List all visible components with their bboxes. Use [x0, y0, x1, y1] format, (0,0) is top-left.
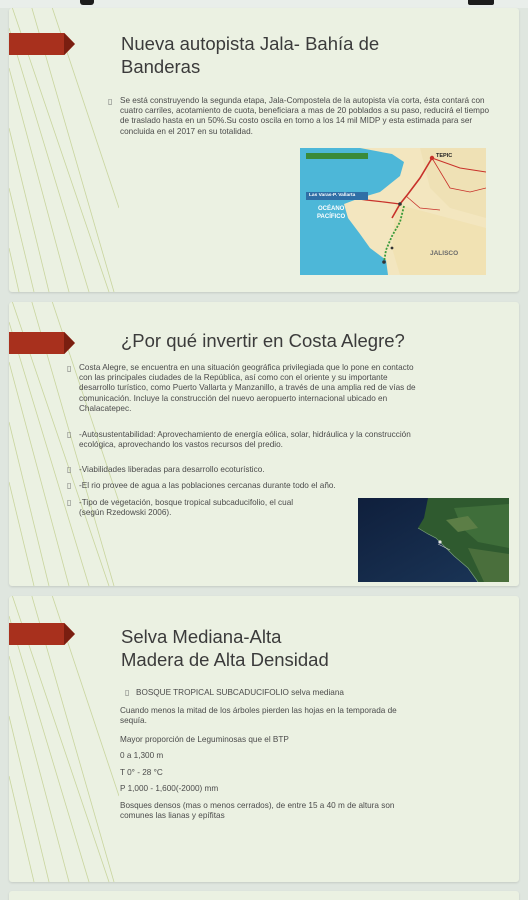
- slide-4-partial[interactable]: [9, 891, 519, 900]
- title-line-2: Madera de Alta Densidad: [121, 649, 329, 670]
- bullet-text: -Autosustentabilidad: Aprovechamiento de energía eólica, solar, hidráulica y la construcción ecológica, aprovechando los vastos recursos del predio.: [79, 430, 411, 450]
- bullet-text-continued: (según Rzedowski 2006).: [79, 508, 172, 517]
- title-accent-tab: [9, 33, 75, 55]
- battery-icon: [468, 0, 494, 5]
- slide-title: ¿Por qué invertir en Costa Alegre?: [121, 330, 405, 351]
- bullet-text: BOSQUE TROPICAL SUBCADUCIFOLIO selva mediana: [136, 688, 344, 697]
- bullet-icon: ▯: [125, 688, 130, 697]
- title-line-2: Banderas: [121, 56, 201, 77]
- text-line: T 0° - 28 °C: [120, 768, 163, 777]
- bullet-text: -El rio provee de agua a las poblaciones cercanas durante todo el año.: [79, 481, 336, 490]
- status-bar: [0, 0, 528, 8]
- slide-1[interactable]: [9, 8, 519, 292]
- highway-map: [300, 148, 486, 275]
- satellite-image: [358, 498, 509, 582]
- title-accent-tab: [9, 332, 75, 354]
- bullet-icon: ▯: [67, 430, 72, 439]
- map-label-vallarta: Las Varas-P. Vallarta: [309, 193, 356, 198]
- map-label-oceano: OCÉANO: [318, 206, 345, 212]
- text-line: Cuando menos la mitad de los árboles pierden las hojas en la temporada de: [120, 706, 397, 715]
- text-line: Bosques densos (mas o menos cerrados), de entre 15 a 40 m de altura son: [120, 801, 395, 810]
- slide-3[interactable]: [9, 596, 519, 882]
- title-line-1: Selva Mediana-Alta: [121, 626, 282, 647]
- bullet-text: -Tipo de vegetación, bosque tropical subcaducifolio, el cual: [79, 498, 294, 507]
- map-label-tepic: TEPIC: [436, 153, 453, 159]
- text-line: 0 a 1,300 m: [120, 751, 164, 760]
- slide-title: [121, 625, 501, 671]
- slide-title: [121, 32, 511, 78]
- bullet-icon: ▯: [67, 481, 72, 490]
- slide-2[interactable]: [9, 302, 519, 586]
- text-line: comunes las lianas y epífitas: [120, 811, 225, 820]
- bullet-icon: ▯: [67, 465, 72, 474]
- title-accent-tab: [9, 623, 75, 645]
- map-label-pacifico: PACÍFICO: [317, 214, 346, 220]
- title-line-1: Nueva autopista Jala- Bahía de: [121, 33, 380, 54]
- text-line: P 1,000 - 1,600(-2000) mm: [120, 784, 219, 793]
- text-line: sequía.: [120, 716, 147, 725]
- status-icon: [80, 0, 94, 5]
- text-line: Mayor proporción de Leguminosas que el BTP: [120, 735, 289, 744]
- bullet-icon: ▯: [67, 364, 72, 373]
- map-label-jalisco: JALISCO: [430, 250, 459, 257]
- bullet-text: Costa Alegre, se encuentra en una situación geográfica privilegiada que lo pone en contacto con las principales ciudades de la República, así como con el oriente y su importante desarrollo turístico, como Puerto Vallarta y Manzanillo, a través de una amplia red de vías de comunicación. Incluye la construcción del nuevo aeropuerto internacional ubicado en Chalacatepec.: [79, 363, 416, 413]
- bullet-icon: ▯: [67, 498, 72, 507]
- bullet-text: -Viabilidades liberadas para desarrollo ecoturístico.: [79, 465, 265, 474]
- bullet-icon: ▯: [108, 97, 113, 106]
- bullet-text: Se está construyendo la segunda etapa, Jala-Compostela de la autopista vía corta, ésta contará con cuatro carriles, acotamiento de cuota, beneficiara a mas de 20 poblados a su paso, reducirá el tiempo de traslado hasta en un 50%.Su costo oscila en torno a los 14 mil MIDP y esta estimada para ser concluida en el 2017 en su totalidad.: [120, 96, 490, 136]
